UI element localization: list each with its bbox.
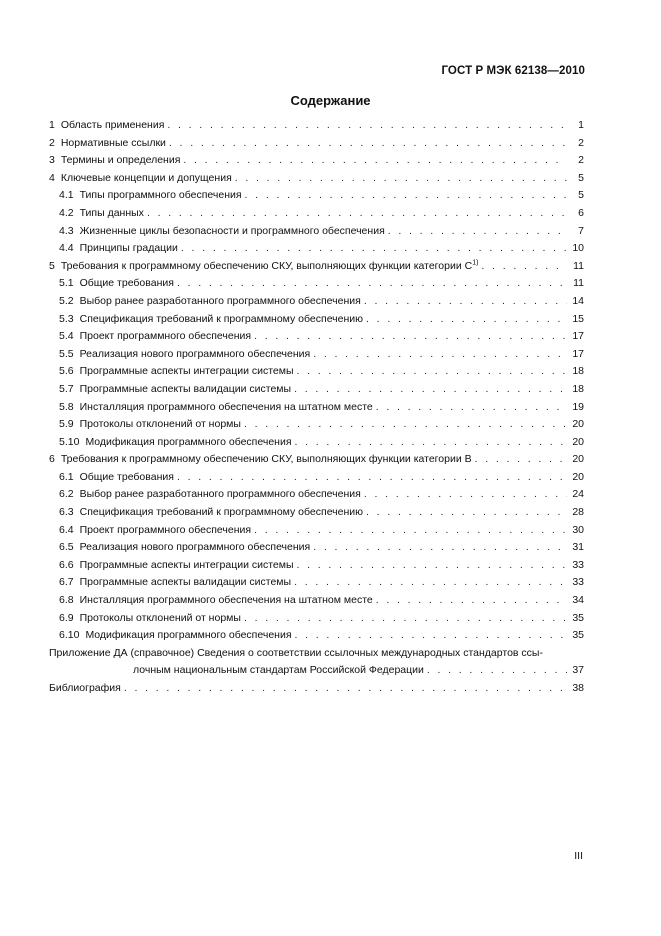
toc-entry-page: 37 <box>572 664 584 677</box>
toc-entry-page: 20 <box>572 453 584 466</box>
toc-entry-number: 6.2 <box>59 488 74 501</box>
dot-leader <box>245 189 567 201</box>
dot-leader <box>297 365 567 377</box>
toc-entry[interactable] <box>49 348 584 366</box>
dot-leader <box>427 664 567 676</box>
dot-leader <box>364 295 567 307</box>
toc-entry-page: 20 <box>572 435 584 448</box>
dot-leader <box>124 682 567 694</box>
toc-entry-page: 34 <box>572 594 584 607</box>
toc-entry-label: Типы данных <box>79 206 144 219</box>
toc-entry[interactable] <box>49 277 584 295</box>
toc-entry[interactable] <box>49 242 584 260</box>
toc-entry-number: 6.6 <box>59 558 74 571</box>
toc-entry-number: 5.10 <box>59 435 80 448</box>
toc-entry[interactable] <box>49 401 584 419</box>
toc-entry-page: 5 <box>578 189 584 202</box>
dot-leader <box>244 612 567 624</box>
toc-entry-number: 4 <box>49 171 55 184</box>
dot-leader <box>364 488 567 500</box>
dot-leader <box>313 348 567 360</box>
toc-entry-label: Протоколы отклонений от нормы <box>79 611 241 624</box>
toc-entry-label: Программные аспекты интеграции системы <box>79 365 294 378</box>
toc-entry-page: 2 <box>578 136 584 149</box>
toc-entry-page: 24 <box>572 488 584 501</box>
toc-entry-number: 4.3 <box>59 224 74 237</box>
toc-entry-label: Реализация нового программного обеспечения <box>79 347 311 360</box>
dot-leader <box>313 541 567 553</box>
toc-entry-page: 18 <box>572 365 584 378</box>
toc-entry-page: 30 <box>572 523 584 536</box>
toc-entry-number: 4.1 <box>59 189 74 202</box>
toc-entry-label: Инсталляция программного обеспечения на штатном месте <box>79 400 373 413</box>
toc-entry-number: 6.9 <box>59 611 74 624</box>
toc-entry-page: 31 <box>572 541 584 554</box>
dot-leader <box>376 401 567 413</box>
toc-entry-page: 35 <box>572 629 584 642</box>
dot-leader <box>177 471 567 483</box>
dot-leader <box>366 506 567 518</box>
toc-entry-page: 1 <box>578 119 584 131</box>
dot-leader <box>295 629 567 641</box>
toc-entry-number: 3 <box>49 154 55 167</box>
toc-entry-label: Ключевые концепции и допущения <box>60 171 232 184</box>
toc-entry-page: 33 <box>572 558 584 571</box>
toc-entry[interactable] <box>49 506 584 524</box>
toc-entry-label: Проект программного обеспечения <box>79 523 252 536</box>
toc-entry-label: Жизненные циклы безопасности и программного обеспечения <box>79 224 385 237</box>
toc-entry-number: 6.10 <box>59 629 80 642</box>
toc-entry-page: 35 <box>572 611 584 624</box>
toc-entry[interactable] <box>49 189 584 207</box>
toc-entry-label: Область применения <box>60 119 165 131</box>
toc-entry-label: Спецификация требований к программному обеспечению <box>79 312 364 325</box>
toc-entry-number: 6.3 <box>59 506 74 519</box>
dot-leader <box>169 137 567 149</box>
toc-entry[interactable] <box>49 576 584 594</box>
toc-entry[interactable] <box>49 594 584 612</box>
toc-entry-page: 28 <box>572 506 584 519</box>
dot-leader <box>167 119 567 131</box>
table-of-contents <box>49 119 584 700</box>
dot-leader <box>181 242 567 254</box>
toc-entry[interactable] <box>49 137 584 155</box>
toc-entry-number: 1 <box>49 119 55 131</box>
dot-leader <box>254 524 567 536</box>
toc-entry-label: Протоколы отклонений от нормы <box>79 418 241 431</box>
toc-entry-page: 33 <box>572 576 584 589</box>
toc-entry[interactable] <box>49 313 584 331</box>
toc-entry[interactable] <box>49 418 584 436</box>
toc-entry-page: 5 <box>578 171 584 184</box>
toc-entry-number: 2 <box>49 136 55 149</box>
toc-entry-number: 6.7 <box>59 576 74 589</box>
toc-entry-page: 7 <box>578 224 584 237</box>
toc-entry-label: Инсталляция программного обеспечения на штатном месте <box>79 594 373 607</box>
toc-entry-label: Модификация программного обеспечения <box>85 629 292 642</box>
toc-entry-appendix[interactable] <box>49 647 584 682</box>
toc-entry-page: 19 <box>572 400 584 413</box>
toc-entry[interactable] <box>49 471 584 489</box>
toc-entry-page: 17 <box>572 347 584 360</box>
toc-entry-number: 5.5 <box>59 347 74 360</box>
toc-entry-label: Типы программного обеспечения <box>79 189 242 202</box>
toc-entry-bibliography[interactable] <box>49 682 584 700</box>
appendix-title-line1: Приложение ДА (справочное) Сведения о соответствии ссылочных международных стандартов ссы- <box>49 646 543 659</box>
toc-entry-label: Реализация нового программного обеспечения <box>79 541 311 554</box>
toc-entry-label: Термины и определения <box>60 154 181 167</box>
toc-entry-page: 15 <box>572 312 584 325</box>
toc-entry-page: 10 <box>572 242 584 255</box>
dot-leader <box>475 453 567 465</box>
toc-entry-page: 17 <box>572 330 584 343</box>
toc-entry[interactable] <box>49 225 584 243</box>
toc-entry-label: Программные аспекты валидации системы <box>79 382 292 395</box>
toc-entry-page: 20 <box>572 470 584 483</box>
toc-entry-number: 6 <box>49 453 55 466</box>
toc-entry-number: 4.2 <box>59 206 74 219</box>
dot-leader <box>147 207 567 219</box>
toc-entry-number: 5.3 <box>59 312 74 325</box>
toc-entry-label: Проект программного обеспечения <box>79 330 252 343</box>
toc-entry-number: 6.8 <box>59 594 74 607</box>
toc-entry[interactable] <box>49 436 584 454</box>
dot-leader <box>183 154 567 166</box>
toc-entry-page: 38 <box>572 682 584 694</box>
dot-leader <box>235 172 567 184</box>
toc-entry-number: 5.4 <box>59 330 74 343</box>
toc-entry[interactable] <box>49 260 584 278</box>
toc-entry[interactable] <box>49 541 584 559</box>
toc-entry[interactable] <box>49 559 584 577</box>
toc-entry-label: Спецификация требований к программному обеспечению <box>79 506 364 519</box>
appendix-title-line2: лочным национальным стандартам Российской Федерации <box>133 664 424 677</box>
toc-entry[interactable] <box>49 295 584 313</box>
dot-leader <box>376 594 567 606</box>
dot-leader <box>177 277 567 289</box>
toc-entry[interactable] <box>49 453 584 471</box>
toc-entry[interactable] <box>49 172 584 190</box>
toc-title: Содержание <box>290 93 371 108</box>
dot-leader <box>481 260 567 272</box>
toc-entry[interactable] <box>49 365 584 383</box>
toc-entry[interactable] <box>49 629 584 647</box>
dot-leader <box>366 313 567 325</box>
toc-entry-page: 6 <box>578 206 584 219</box>
dot-leader <box>297 559 567 571</box>
toc-entry-label: Нормативные ссылки <box>60 136 166 149</box>
dot-leader <box>295 436 567 448</box>
toc-entry-label: Общие требования <box>79 470 174 483</box>
toc-entry-number: 5.2 <box>59 294 74 307</box>
toc-entry-label: Требования к программному обеспечению СКУ, выполняющих функции категории $С^{1)}$ <box>60 259 479 272</box>
toc-entry-label: Программные аспекты валидации системы <box>79 576 292 589</box>
toc-entry-label: Выбор ранее разработанного программного обеспечения <box>79 294 361 307</box>
toc-entry[interactable] <box>49 330 584 348</box>
toc-entry[interactable] <box>49 383 584 401</box>
toc-entry-number: 6.5 <box>59 541 74 554</box>
toc-entry-label: Требования к программному обеспечению СКУ, выполняющих функции категории В <box>60 453 472 466</box>
toc-entry-number: 5.8 <box>59 400 74 413</box>
toc-entry-number: 5.9 <box>59 418 74 431</box>
toc-entry-label: Библиография <box>49 682 121 694</box>
toc-entry-number: 5.1 <box>59 277 74 290</box>
toc-entry[interactable] <box>49 119 584 137</box>
toc-entry[interactable] <box>49 612 584 630</box>
footnote-marker: 1) <box>472 259 479 267</box>
dot-leader <box>254 330 567 342</box>
dot-leader <box>294 383 567 395</box>
toc-entry-number: 5 <box>49 259 55 272</box>
toc-entry-label: Общие требования <box>79 277 174 290</box>
toc-entry-page: 20 <box>572 418 584 431</box>
toc-entry[interactable] <box>49 207 584 225</box>
toc-entry-number: 6.4 <box>59 523 74 536</box>
toc-entry[interactable] <box>49 524 584 542</box>
dot-leader <box>294 576 567 588</box>
dot-leader <box>388 225 567 237</box>
toc-entry-number: 4.4 <box>59 242 74 255</box>
toc-entry-number: 5.6 <box>59 365 74 378</box>
toc-entry-page: 18 <box>572 382 584 395</box>
toc-entry-label: Программные аспекты интеграции системы <box>79 558 294 571</box>
toc-entry-page: 14 <box>572 294 584 307</box>
toc-entry-label: Выбор ранее разработанного программного обеспечения <box>79 488 361 501</box>
dot-leader <box>244 418 567 430</box>
toc-entry-page: 11 <box>573 277 584 290</box>
toc-entry-label: Принципы градации <box>79 242 178 255</box>
toc-entry[interactable] <box>49 488 584 506</box>
toc-entry[interactable] <box>49 154 584 172</box>
page-number: III <box>574 850 583 862</box>
document-code: ГОСТ Р МЭК 62138—2010 <box>441 65 585 77</box>
toc-entry-number: 6.1 <box>59 470 74 483</box>
toc-entry-number: 5.7 <box>59 382 74 395</box>
toc-entry-page: 2 <box>578 154 584 167</box>
toc-entry-label: Модификация программного обеспечения <box>85 435 292 448</box>
toc-entry-page: 11 <box>573 259 584 272</box>
